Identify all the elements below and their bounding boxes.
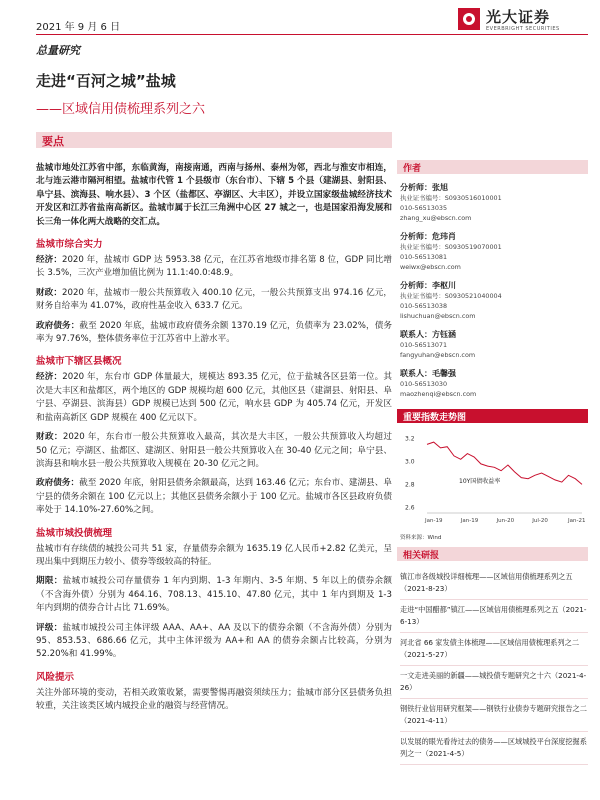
index-chart-svg: [397, 427, 588, 533]
y-tick-label: 2.6: [405, 504, 415, 512]
report-date: 2021 年 9 月 6 日: [36, 22, 121, 33]
sidebar: [397, 160, 588, 765]
analyst-contact-line[interactable]: maozhenqi@ebscn.com: [400, 390, 477, 398]
x-tick-label: Jan-19: [460, 518, 479, 524]
x-tick-label: Jan-19: [425, 518, 443, 524]
related-report-link[interactable]: 以发展的眼光看待过去的债务——区域城投平台深度挖掘系列之一（2021-4-5）: [400, 732, 588, 765]
paragraph: 财政：2020 年，盐城市一般公共预算收入 400.10 亿元，一般公共预算支出 974.16 亿元，财务自给率为 41.07%，政府性基金收入 633.7 亿元。: [36, 287, 392, 312]
chart-bar: [397, 409, 588, 423]
y-tick-label: 2.8: [405, 481, 415, 489]
paragraph: 期限：盐城市城投公司存量债券 1 年内到期、1-3 年期内、3-5 年期、5 年以上的债券余额（不含海外债）分别为 464.16、708.13、415.10、47.80 亿元，其中 1 年内到期及 1-3 年内到期的债券合计占比 71.69%。: [36, 576, 392, 614]
chart-source: 资料来源：Wind: [400, 535, 442, 541]
related-bar: [397, 547, 588, 561]
authors-bar: [397, 160, 588, 174]
analyst-card: [400, 231, 588, 272]
y-tick-label: 3.2: [405, 435, 415, 443]
analyst-name: 分析师：危玮肖: [400, 232, 456, 241]
analyst-contact-line[interactable]: fangyuhan@ebscn.com: [400, 351, 476, 359]
key-points-bar: [36, 132, 392, 148]
x-tick-label: Jun-20: [496, 518, 515, 524]
section-title-districts: 盐城市下辖区县概况: [36, 356, 122, 368]
brand-name-en: EVERBRIGHT SECURITIES: [486, 26, 560, 32]
section-title-bonds: 盐城市城投债梳理: [36, 527, 113, 539]
analyst-contact-line: 010-56513071: [400, 341, 448, 349]
analyst-contact-line: 010-56513038: [400, 302, 448, 310]
analyst-contact-line[interactable]: weiwx@ebscn.com: [400, 263, 461, 271]
series-line-10y: [427, 442, 582, 484]
analyst-card: [400, 280, 588, 321]
section-title-strength: 盐城市综合实力: [36, 239, 103, 251]
brand-logo-icon: [458, 8, 480, 30]
page-subtitle: ——区域信用债梳理系列之六: [36, 102, 206, 117]
analyst-card: [400, 368, 588, 399]
x-tick-label: Jan-21: [568, 518, 586, 524]
report-category: 总量研究: [36, 44, 80, 57]
index-chart: [397, 427, 588, 533]
intro-text: 盐城市地处江苏省中部，东临黄海，南接南通，西南与扬州、泰州为邻，西北与淮安市相连，北与连云港市隔河相望。盐城市代管 1 个县级市（东台市）、下辖 5 个县（建湖县、射阳县、阜宁县、滨海县、响水县）、3 个区（盐都区、亭湖区、大丰区），并设立国家级盐城经济技术开发区和江苏省盐南高新区。盐城市属于长江三角洲中心区 27 城之一，也是国家沿海发展和长三角一体化两大战略的交汇点。: [36, 163, 392, 227]
paragraph: 盐城市有存续债的城投公司共 51 家，存量债券余额为 1635.19 亿人民币+2.82 亿美元，呈现出集中到期压力较小、债券等级较高的特征。: [36, 543, 392, 567]
paragraph: 经济：2020 年，盐城市 GDP 达 5953.38 亿元，在江苏省地级市排名第 8 位，GDP 同比增长 3.5%，三次产业增加值比例为 11.1:40.0:48.9。: [36, 255, 392, 279]
analyst-contact-line: 执业证书编号：S0930521040004: [400, 292, 502, 300]
related-report-link[interactable]: 镇江市各级城投详细梳理——区域信用债梳理系列之五（2021-8-23）: [400, 567, 588, 600]
related-report-link[interactable]: 河北省 66 家发债主体梳理——区域信用债梳理系列之二（2021-5-27）: [400, 633, 588, 666]
paragraph: 财政：2020 年，东台市一般公共预算收入最高，其次是大丰区，一般公共预算收入均超过 50 亿元；亭湖区、盐都区、建湖区、射阳县一般公共预算收入在 30-40 亿元之间；阜宁县、滨海县和响水县一般公共预算收入规模在 20-30 亿元之间。: [36, 432, 392, 469]
brand-name: 光大证券: [486, 8, 551, 26]
analyst-contact-line: 010-56513030: [400, 380, 448, 388]
intro-paragraph: [36, 162, 392, 229]
analyst-contact-line: 010-56513035: [400, 204, 448, 212]
related-label: 相关研报: [403, 551, 440, 561]
analyst-name: 分析师：张旭: [400, 183, 448, 192]
analyst-list: [397, 182, 588, 399]
x-tick-label: Jul-20: [532, 518, 548, 524]
paragraph: 经济：2020 年，东台市 GDP 体量最大，规模达 893.35 亿元，位于盐城各区县第一位。其次是大丰区和盐都区，两个地区的 GDP 规模均超 600 亿元，其他区县（建湖县、射阳县、阜宁县、亭湖县、滨海县）GDP 规模已达到 500 亿元，响水县 GDP 为 405.74 亿元，开发区和盐南高新区 GDP 规模在 400 亿元以下。: [36, 372, 392, 423]
analyst-contact-line[interactable]: zhang_xu@ebscn.com: [400, 214, 472, 222]
related-report-link[interactable]: 一文走进美丽的新疆——城投债专题研究之十六（2021-4-26）: [400, 666, 588, 699]
header-divider: [36, 34, 588, 35]
page-title: 走进“百河之城”盐城: [36, 72, 176, 90]
related-report-list: [400, 567, 588, 765]
analyst-contact-line: 010-56513081: [400, 253, 448, 261]
chart-label: 重要指数走势图: [403, 413, 467, 423]
legend-label: 10Y国债收益率: [459, 478, 501, 485]
paragraph: 政府债务：截至 2020 年底，射阳县债务余额最高，达到 163.46 亿元；东台市、建湖县、阜宁县的债务余额在 100 亿元以上；其他区县债务余额小于 100 亿元。盐城市各区县政府负债率处于 14.10%-27.60%之间。: [36, 478, 392, 516]
analyst-name: 联系人：方钰涵: [400, 330, 456, 339]
paragraph: 政府债务：截至 2020 年底，盐城市政府债务余额 1370.19 亿元，负债率为 23.02%，债务率为 97.76%，整体债务率位于江苏省中上游水平。: [36, 320, 392, 345]
paragraph: 关注外部环境的变动，若相关政策收紧，需要警惕再融资须续压力；盐城市部分区县债务负担较重，关注该类区域内城投企业的融资与经营情况。: [36, 687, 392, 712]
paragraph: 评级：盐城市城投公司主体评级 AAA、AA+、AA 及以下的债券余额（不含海外债）分别为 95、853.53、686.66 亿元，其中主体评级为 AA+和 AA 的债券余额占比较高，分别为 52.20%和 41.99%。: [36, 622, 392, 660]
analyst-contact-line: 执业证书编号：S0930516010001: [400, 194, 502, 202]
analyst-card: [400, 329, 588, 360]
key-points-label: 要点: [42, 135, 64, 148]
related-report-link[interactable]: 走进“中国醋都”镇江——区域信用债梳理系列之五（2021-6-13）: [400, 600, 588, 633]
y-tick-label: 3.0: [405, 458, 415, 466]
analyst-name: 联系人：毛馨强: [400, 369, 456, 378]
analyst-name: 分析师：李枢川: [400, 281, 456, 290]
main-content: [36, 162, 392, 714]
analyst-contact-line[interactable]: lishuchuan@ebscn.com: [400, 312, 476, 320]
analyst-contact-line: 执业证书编号：S0930519070001: [400, 243, 502, 251]
brand-logo: [458, 6, 588, 36]
authors-label: 作者: [403, 164, 422, 174]
related-report-link[interactable]: 钢铁行业信用研究框架——钢铁行业债券专题研究报告之二（2021-4-11）: [400, 699, 588, 732]
analyst-card: [400, 182, 588, 223]
section-title-risk: 风险提示: [36, 671, 75, 683]
